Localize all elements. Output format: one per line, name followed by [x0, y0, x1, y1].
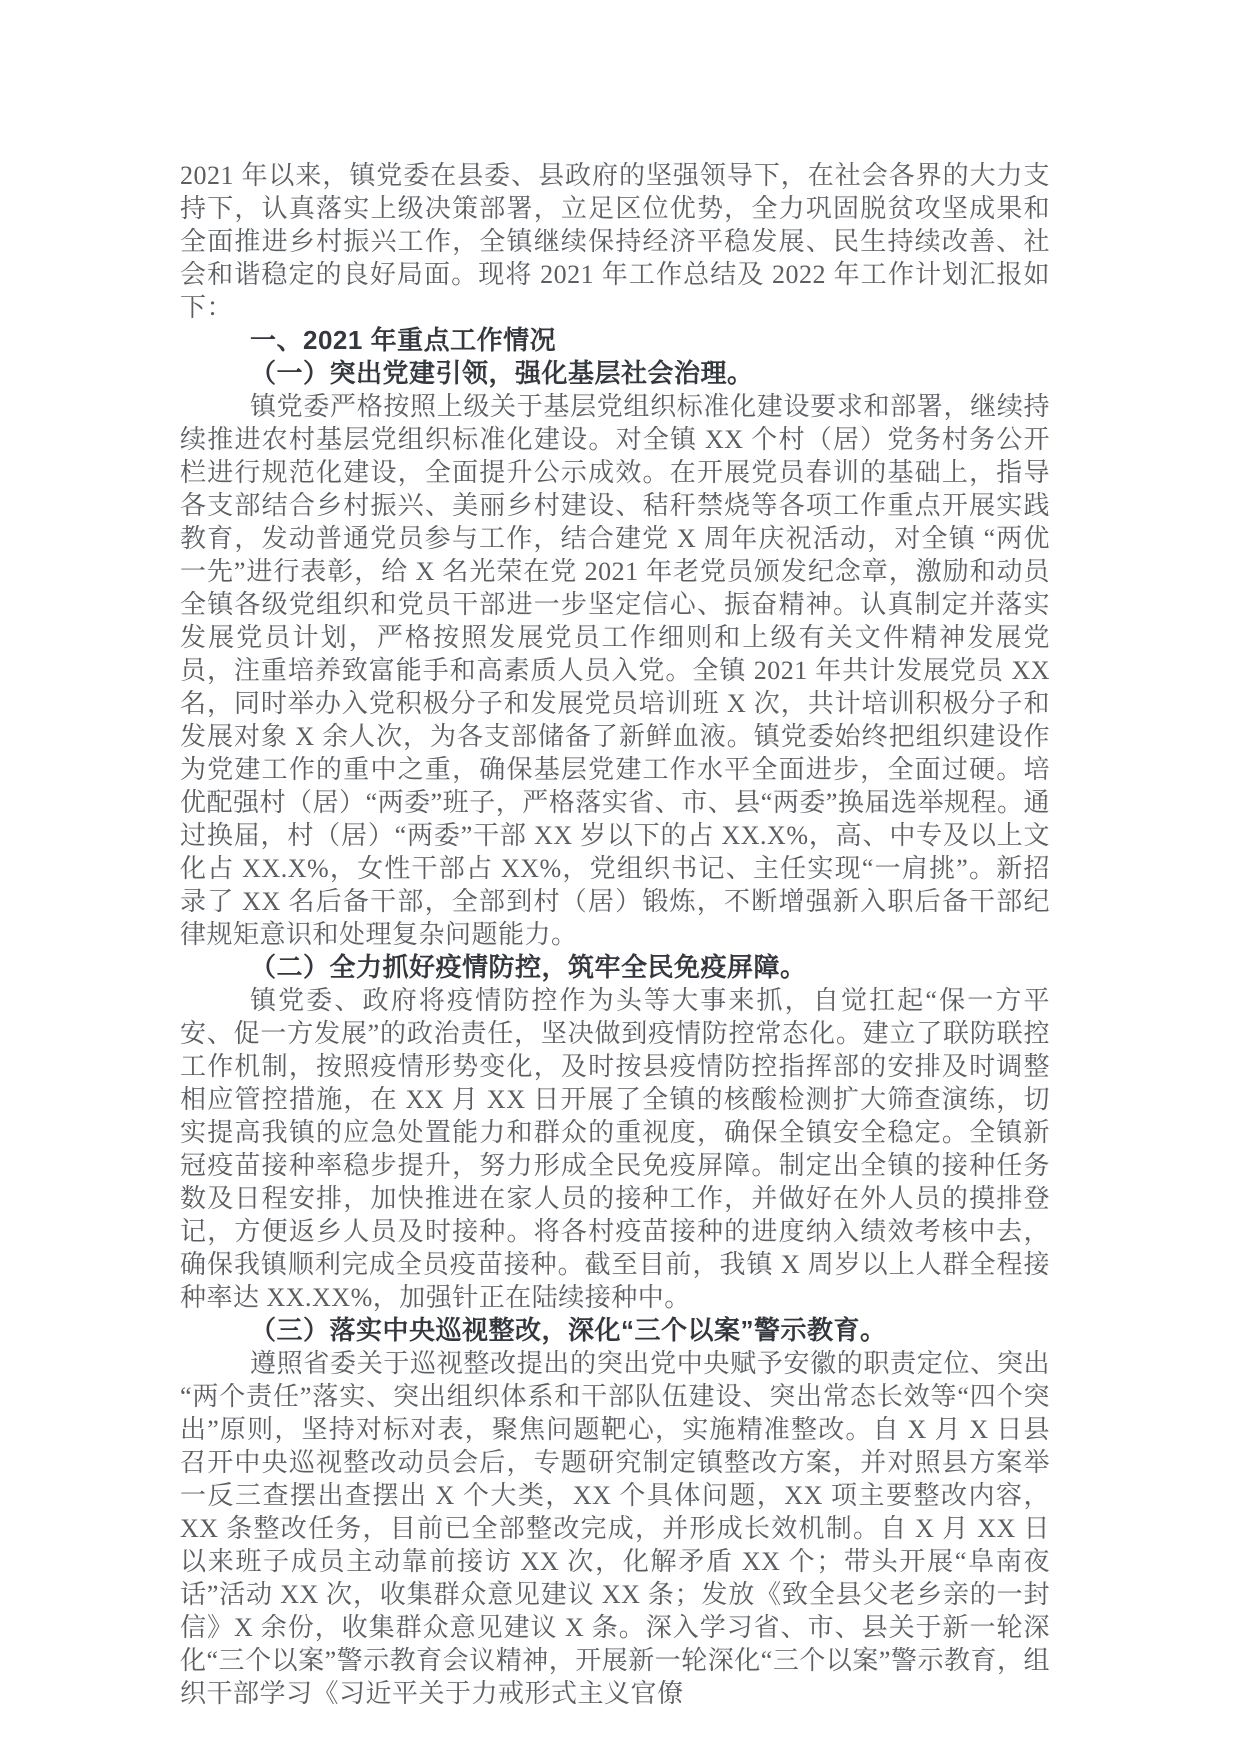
- paragraph-intro: 2021 年以来，镇党委在县委、县政府的坚强领导下，在社会各界的大力支持下，认真落实上级决策部署，立足区位优势，全力巩固脱贫攻坚成果和全面推进乡村振兴工作，全镇继续保持经济平稳发展、民生持续改善、社会和谐稳定的良好局面。现将 2021 年工作总结及 2022 年工作计划汇报如下：: [180, 161, 1050, 322]
- paragraph-inspection-rectification: 遵照省委关于巡视整改提出的突出党中央赋予安徽的职责定位、突出“两个责任”落实、突出组织体系和干部队伍建设、突出常态长效等“四个突出”原则，坚持对标对表，聚焦问题靶心，实施精准整改。自 X 月 X 日县召开中央巡视整改动员会后，专题研究制定镇整改方案，并对照县方案举一反三查摆出查摆出 X 个大类，XX 个具体问题，XX 项主要整改内容，XX 条整改任务，目前已全部整改完成，并形成长效机制。自 X 月 XX 日以来班子成员主动靠前接访 XX 次，化解矛盾 XX 个；带头开展“阜南夜话”活动 XX 次，收集群众意见建议 XX 条；发放《致全县父老乡亲的一封信》X 余份，收集群众意见建议 X 条。深入学习省、市、县关于新一轮深化“三个以案”警示教育会议精神，开展新一轮深化“三个以案”警示教育，组织干部学习《习近平关于力戒形式主义官僚: [180, 1349, 1050, 1708]
- paragraph-party-building: 镇党委严格按照上级关于基层党组织标准化建设要求和部署，继续持续推进农村基层党组织标准化建设。对全镇 XX 个村（居）党务村务公开栏进行规范化建设，全面提升公示成效。在开展党员春训的基础上，指导各支部结合乡村振兴、美丽乡村建设、秸秆禁烧等各项工作重点开展实践教育，发动普通党员参与工作，结合建党 X 周年庆祝活动，对全镇 “两优一先”进行表彰，给 X 名光荣在党 2021 年老党员颁发纪念章，激励和动员全镇各级党组织和党员干部进一步坚定信心、振奋精神。认真制定并落实发展党员计划，严格按照发展党员工作细则和上级有关文件精神发展党员，注重培养致富能手和高素质人员入党。全镇 2021 年共计发展党员 XX 名，同时举办入党积极分子和发展党员培训班 X 次，共计培训积极分子和发展对象 X 余人次，为各支部储备了新鲜血液。镇党委始终把组织建设作为党建工作的重中之重，确保基层党建工作水平全面进步，全面过硬。培优配强村（居）“两委”班子，严格落实省、市、县“两委”换届选举规程。通过换届，村（居）“两委”干部 XX 岁以下的占 XX.X%，高、中专及以上文化占 XX.X%，女性干部占 XX%，党组织书记、主任实现“一肩挑”。新招录了 XX 名后备干部，全部到村（居）锻炼，不断增强新入职后备干部纪律规矩意识和处理复杂问题能力。: [180, 392, 1050, 949]
- heading-sub-inspection-rectification: （三）落实中央巡视整改，深化“三个以案”警示教育。: [250, 1315, 887, 1345]
- heading-sub-pandemic-control: （二）全力抓好疫情防控，筑牢全民免疫屏障。: [250, 952, 807, 982]
- heading-section-2021-key-work: 一、2021 年重点工作情况: [250, 325, 557, 355]
- paragraph-pandemic-control: 镇党委、政府将疫情防控作为头等大事来抓，自觉扛起“保一方平安、促一方发展”的政治责任，坚决做到疫情防控常态化。建立了联防联控工作机制，按照疫情形势变化，及时按县疫情防控指挥部的安排及时调整相应管控措施，在 XX 月 XX 日开展了全镇的核酸检测扩大筛查演练，切实提高我镇的应急处置能力和群众的重视度，确保全镇安全稳定。全镇新冠疫苗接种率稳步提升，努力形成全民免疫屏障。制定出全镇的接种任务数及日程安排，加快推进在家人员的接种工作，并做好在外人员的摸排登记，方便返乡人员及时接种。将各村疫苗接种的进度纳入绩效考核中去，确保我镇顺利完成全员疫苗接种。截至目前，我镇 X 周岁以上人群全程接种率达 XX.XX%，加强针正在陆续接种中。: [180, 986, 1050, 1312]
- document-body: [180, 159, 1050, 1710]
- heading-sub-party-building: （一）突出党建引领，强化基层社会治理。: [250, 358, 754, 388]
